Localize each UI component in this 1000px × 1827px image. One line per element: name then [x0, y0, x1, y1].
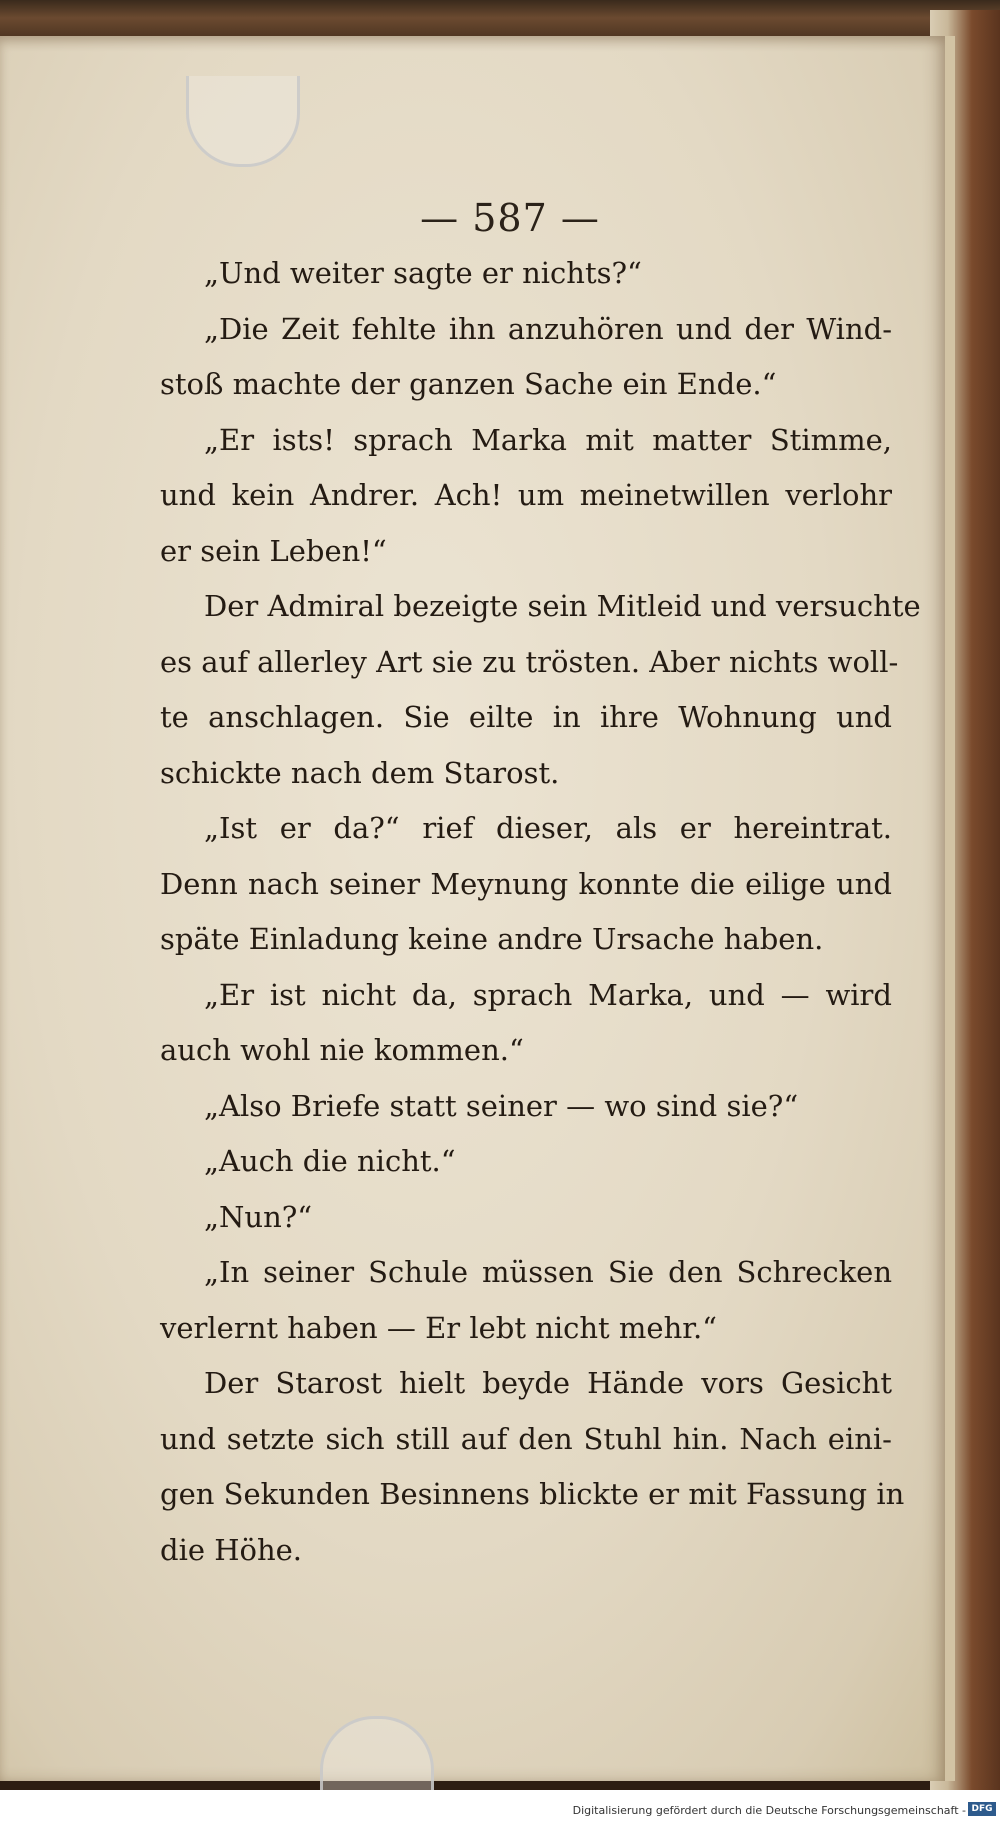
dfg-logo: DFG	[968, 1802, 996, 1816]
footer-bar	[0, 1790, 1000, 1827]
text-line: „Er ists! sprach Marka mit matter Stimme,	[204, 422, 892, 457]
text-line: er sein Leben!“	[160, 533, 387, 568]
text-line: „Und weiter sagte er nichts?“	[204, 256, 642, 290]
text-line: Denn nach seiner Meynung konnte die eilige und	[160, 866, 892, 901]
text-line: „Auch die nicht.“	[204, 1144, 456, 1178]
text-line: späte Einladung keine andre Ursache haben.	[160, 922, 824, 956]
body-text	[160, 246, 921, 1578]
text-line: Der Admiral bezeigte sein Mitleid und versuchte	[204, 589, 921, 623]
text-line: gen Sekunden Besinnens blickte er mit Fassung in	[160, 1477, 905, 1511]
text-line: „In seiner Schule müssen Sie den Schrecken	[204, 1255, 892, 1289]
text-line: „Nun?“	[204, 1199, 313, 1234]
text-line: es auf allerley Art sie zu trösten. Aber nichts woll-	[160, 644, 899, 679]
text-line: „Die Zeit fehlte ihn anzuhören und der Wind-	[204, 311, 892, 346]
text-line: „Ist er da?“ rief dieser, als er hereintrat.	[204, 811, 892, 845]
text-line: Der Starost hielt beyde Hände vors Gesicht	[204, 1366, 892, 1400]
page-number: — 587 —	[420, 196, 600, 240]
text-line: und kein Andrer. Ach! um meinetwillen verlohr	[160, 478, 892, 512]
text-line: auch wohl nie kommen.“	[160, 1033, 524, 1067]
text-line: schickte nach dem Starost.	[160, 755, 560, 790]
text-line: „Er ist nicht da, sprach Marka, und — wird	[204, 977, 892, 1012]
page-clip-top	[186, 76, 300, 167]
text-line: „Also Briefe statt seiner — wo sind sie?“	[204, 1088, 799, 1123]
text-line: und setzte sich still auf den Stuhl hin. Nach eini-	[160, 1421, 892, 1456]
funding-credit: Digitalisierung gefördert durch die Deutsche Forschungsgemeinschaft -	[572, 1804, 966, 1817]
text-line: die Höhe.	[160, 1532, 303, 1567]
text-line: te anschlagen. Sie eilte in ihre Wohnung und	[160, 700, 892, 734]
text-line: stoß machte der ganzen Sache ein Ende.“	[160, 367, 777, 401]
text-line: verlernt haben — Er lebt nicht mehr.“	[160, 1310, 717, 1345]
